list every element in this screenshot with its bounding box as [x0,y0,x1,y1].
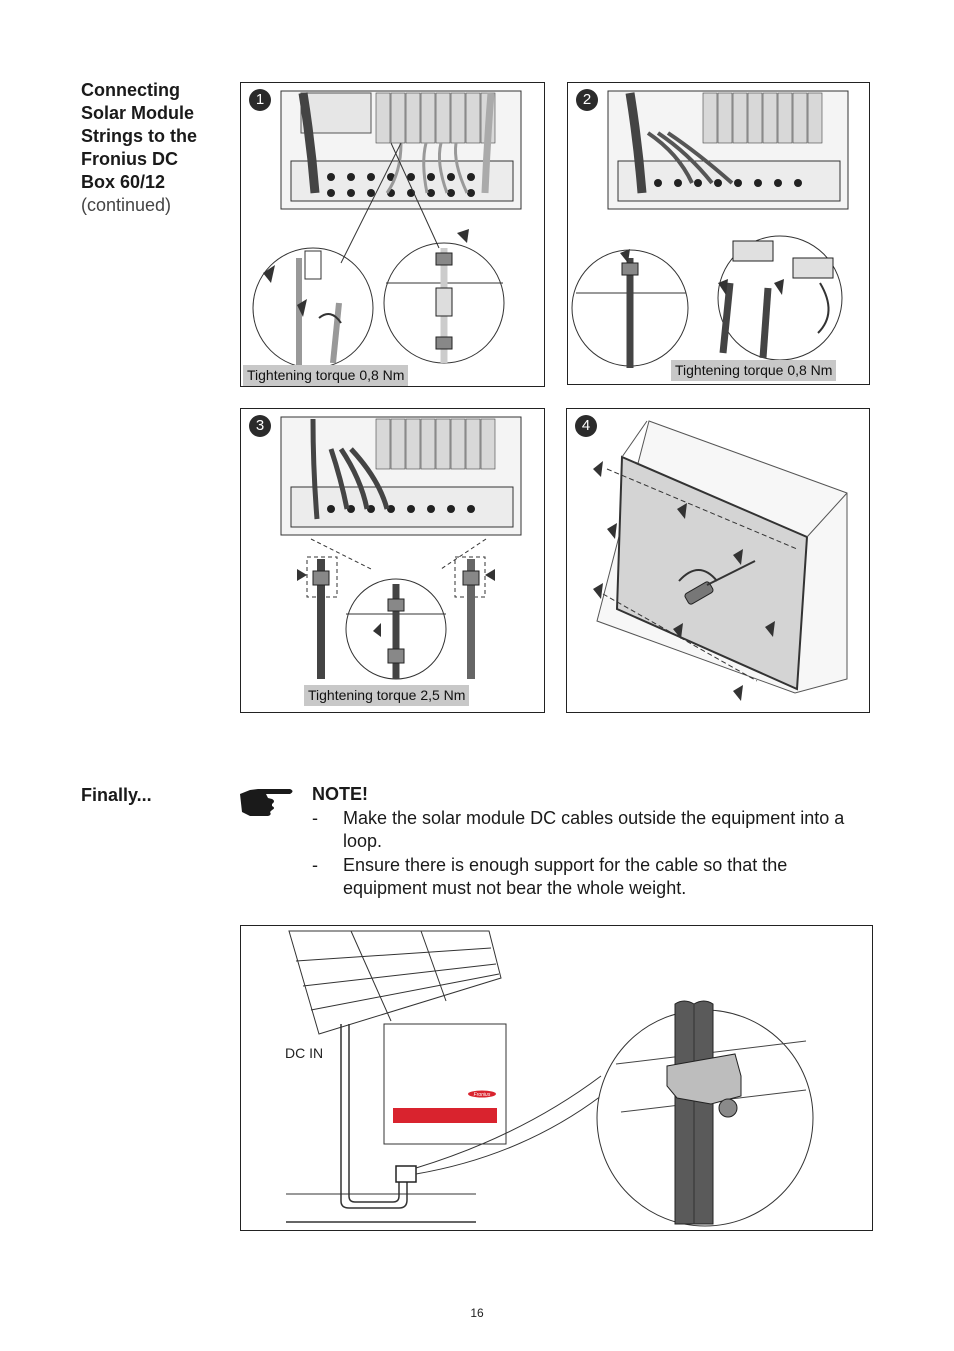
note-item-text: Make the solar module DC cables outside the equipment into a loop. [343,808,845,851]
note-list [312,807,872,901]
heading-line: Strings to the [81,126,197,146]
step-number: 1 [249,89,271,111]
step-1-figure [240,82,545,387]
step-number: 4 [575,415,597,437]
torque-label: Tightening torque 2,5 Nm [304,685,469,706]
note-item-text: Ensure there is enough support for the cable so that the equipment must not bear the whole weight. [343,855,788,898]
bullet-dash: - [312,855,318,875]
heading-continued: (continued) [81,195,172,215]
note-item [312,807,872,853]
note-title: NOTE! [312,784,368,804]
cable-loop-figure [240,925,873,1231]
brand-logo-text: Fronius [473,1092,491,1098]
torque-label: Tightening torque 0,8 Nm [671,360,836,381]
pointing-hand-icon [238,784,296,818]
heading-line: Fronius DC [81,149,178,169]
heading-line: Box 60/12 [81,172,166,192]
finally-label: Finally... [81,785,152,805]
torque-label: Tightening torque 0,8 Nm [243,365,408,386]
dc-box-wiring-illustration [568,83,870,385]
dc-box-wiring-illustration [241,409,545,713]
step-number: 2 [576,89,598,111]
page-number: 16 [470,1306,484,1320]
step-4-figure [566,408,870,713]
heading-line: Solar Module [81,103,195,123]
dc-box-cover-illustration [567,409,870,713]
section-heading [81,79,231,217]
cable-loop-illustration [241,926,873,1231]
note-item [312,854,872,900]
dc-in-label: DC IN [285,1045,324,1061]
bullet-dash: - [312,808,318,828]
step-number: 3 [249,415,271,437]
heading-line: Connecting [81,80,180,100]
dc-box-wiring-illustration [241,83,545,387]
step-2-figure [567,82,870,385]
step-3-figure [240,408,545,713]
